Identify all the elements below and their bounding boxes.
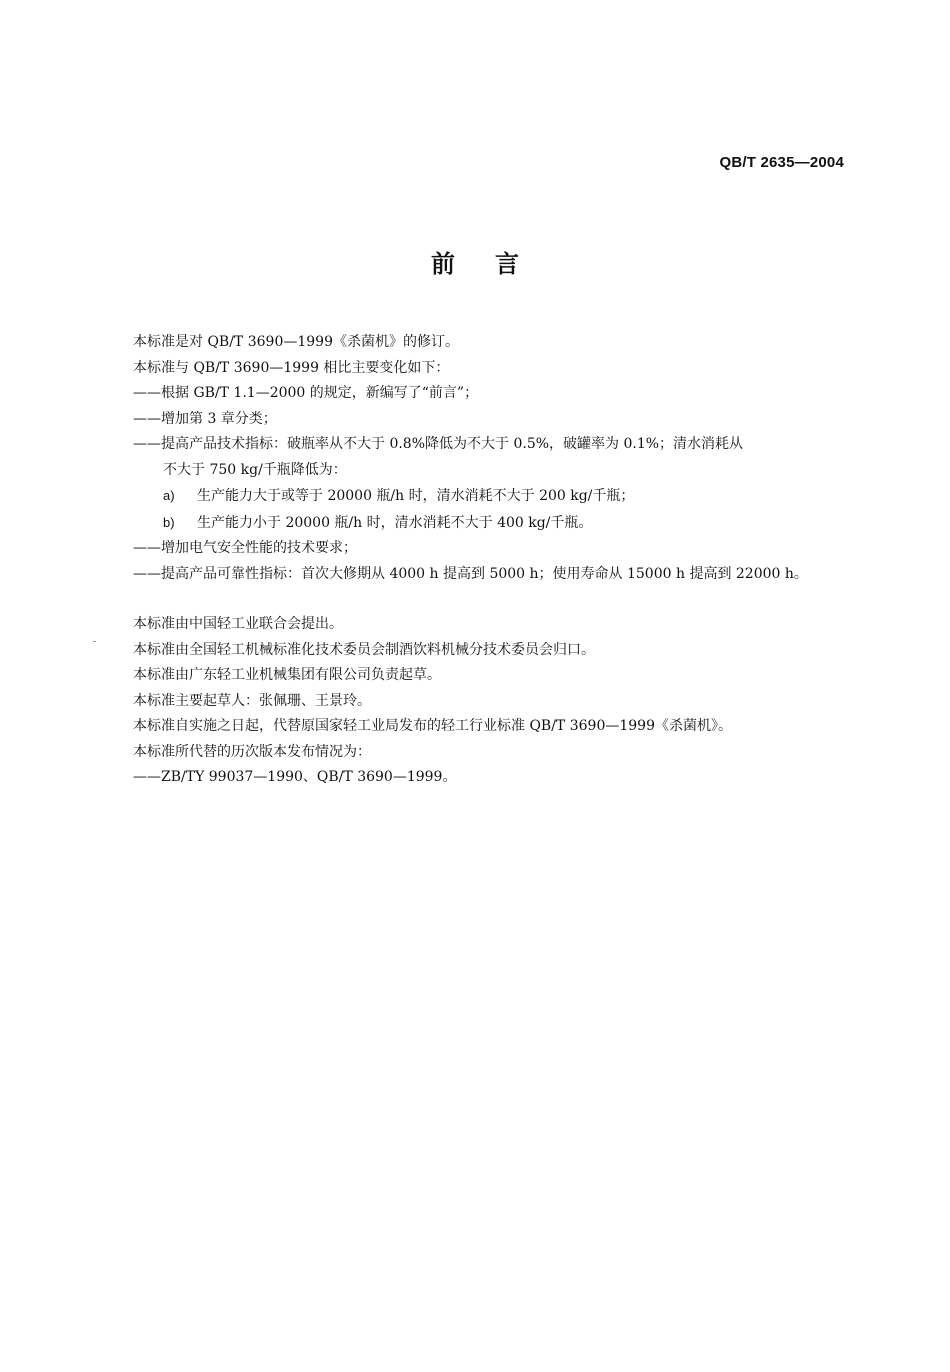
sub-item-b (133, 510, 853, 537)
change-item: ——根据 GB/T 1.1—2000 的规定，新编写了“前言”； (133, 385, 479, 401)
title-char-2: 言 (495, 250, 519, 278)
standard-code: QB/T 2635—2004 (719, 154, 844, 171)
change-item: ——增加电气安全性能的技术要求； (133, 540, 357, 556)
sub-item-text: 生产能力大于或等于 20000 瓶/h 时，清水消耗不大于 200 kg/千瓶； (197, 488, 635, 504)
paragraph: 本标准与 QB/T 3690—1999 相比主要变化如下： (133, 359, 450, 376)
paragraph: 本标准由中国轻工业联合会提出。 (133, 616, 343, 632)
paragraph: 本标准自实施之日起，代替原国家轻工业局发布的轻工行业标准 QB/T 3690—1999《杀菌机》。 (133, 718, 732, 734)
foreword-body (133, 330, 853, 791)
sub-item-text: 生产能力小于 20000 瓶/h 时，清水消耗不大于 400 kg/千瓶。 (197, 514, 593, 531)
change-item-continuation: 不大于 750 kg/千瓶降低为： (163, 461, 347, 478)
paragraph: 本标准是对 QB/T 3690—1999《杀菌机》的修订。 (133, 334, 459, 350)
paragraph: 本标准由广东轻工业机械集团有限公司负责起草。 (133, 667, 441, 683)
change-item: ——增加第 3 章分类； (133, 410, 277, 427)
sub-item-label: a) (163, 488, 175, 503)
paragraph: 本标准主要起草人：张佩珊、王景玲。 (133, 692, 371, 709)
page-title (0, 244, 950, 279)
sub-item-a (133, 483, 853, 510)
title-char-1: 前 (431, 250, 455, 278)
paragraph: 本标准由全国轻工机械标准化技术委员会制酒饮料机械分技术委员会归口。 (133, 641, 595, 658)
paragraph: 本标准所代替的历次版本发布情况为： (133, 743, 371, 760)
margin-mark (93, 641, 96, 642)
paragraph: ——ZB/TY 99037—1990、QB/T 3690—1999。 (133, 769, 457, 785)
sub-item-label: b) (163, 514, 175, 530)
change-item: ——提高产品可靠性指标：首次大修期从 4000 h 提高到 5000 h；使用寿命从 15000 h 提高到 22000 h。 (133, 565, 808, 582)
change-item: ——提高产品技术指标：破瓶率从不大于 0.8%降低为不大于 0.5%，破罐率为 0.1%；清水消耗从 (133, 436, 744, 452)
